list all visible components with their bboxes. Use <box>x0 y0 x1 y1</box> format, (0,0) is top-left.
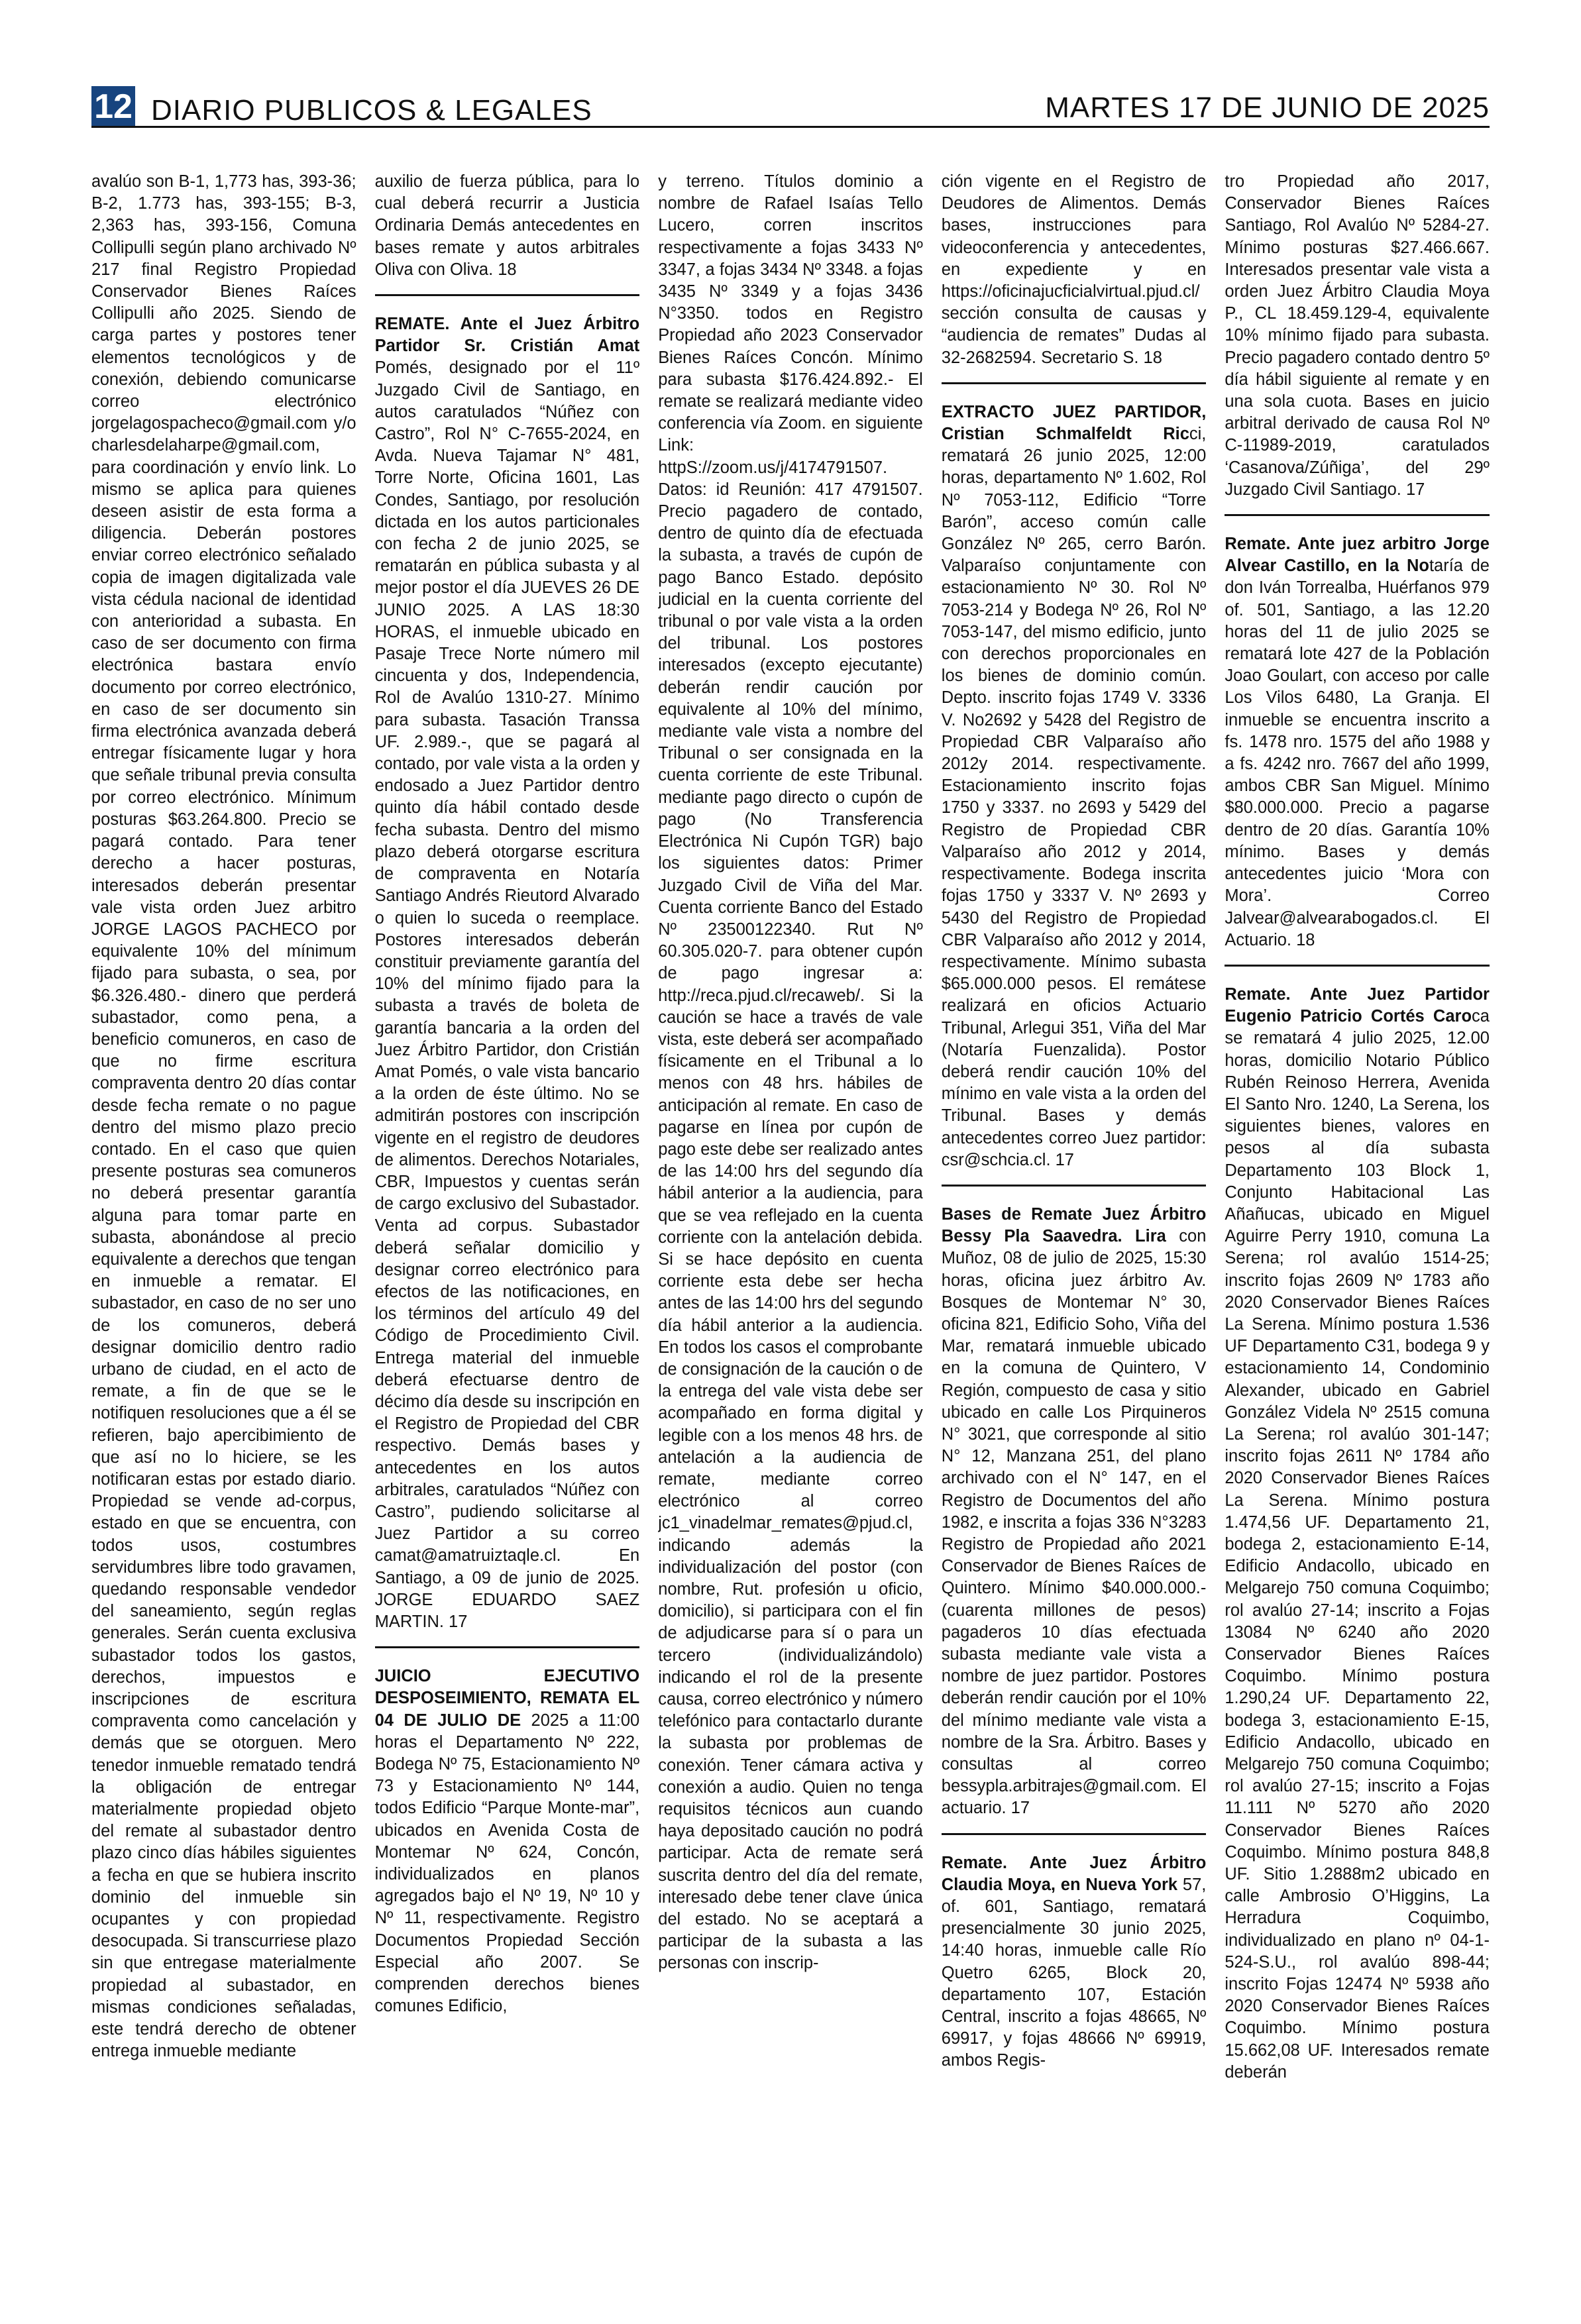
notice-text <box>375 313 640 1633</box>
legal-notice <box>91 171 356 2062</box>
legal-notice <box>942 171 1207 369</box>
notice-text <box>375 1665 640 2017</box>
column-5 <box>1225 171 1490 2291</box>
notice-heading: Remate. Ante juez arbitro Jorge Alvear Castillo, en la No <box>1225 535 1490 576</box>
notice-body: Pomés, designado por el 11º Juzgado Civil de Santiago, en autos caratulados “Núñez con Castro”, Rol N° C-7655-2024, en Avda. Nueva Tajamar N° 481, Torre Norte, Oficina 1601, Las Condes, Santiago, por resolución dictada en los autos particionales con fecha 2 de junio 2025, se rematarán en pública subasta y al mejor postor el día JUEVES 26 DE JUNIO 2025. A LAS 18:30 HORAS, el inmueble ubicado en Pasaje Trece Norte número mil cincuenta y dos, Independencia, Rol de Avalúo 1310-27. Mínimo para subasta. Tasación Transsa UF. 2.989.-, que se pagará al contado, por vale vista a la orden y endosado a Juez Partidor dentro quinto día hábil contado desde fecha subasta. Dentro del mismo plazo deberá otorgarse escritura de compraventa en Notaría Santiago Andrés Rieutord Alvarado o quien lo suceda o reemplace. Postores interesados deberán constituir previamente garantía del 10% del mínimo fijado para la subasta a través de boleta de garantía bancaria a la orden del Juez Árbitro Partidor, don Cristián Amat Pomés, o vale vista bancario a la orden de éste último. No se admitirán postores con inscripción vigente en el registro de deudores de alimentos. Derechos Notariales, CBR, Impuestos y cuentas serán de cargo exclusivo del Subastador. Venta ad corpus. Subastador deberá señalar domicilio y designar correo electrónico para efectos de las notificaciones, en los términos del artículo 49 del Código de Procedimiento Civil. Entrega material del inmueble deberá efectuarse dentro de décimo día desde su inscripción en el Registro de Propiedad del CBR respectivo. Demás bases y antecedentes en los autos arbitrales, caratulados “Núñez con Castro”, pudiendo solicitarse al Juez Partidor a su correo camat@amatruiztaqle.cl. En Santiago, a 09 de junio de 2025. JORGE EDUARDO SAEZ MARTIN. 17 <box>374 358 640 1631</box>
notice-body: ci, rematará 26 junio 2025, 12:00 horas, departamento Nº 1.602, Rol Nº 7053-112, Edificio “Torre Barón”, acceso común calle González Nº 265, cerro Barón. Valparaíso conjuntamente con estacionamiento Nº 30. Rol Nº 7053-214 y Bodega Nº 26, Rol Nº 7053-147, del mismo edificio, junto con derechos proporcionales en los bienes de dominio común. Depto. inscrito fojas 1749 V. 3336 V. No2692 y 5428 del Registro de Propiedad CBR Valparaíso año 2012y 2014. respectivamente. Estacionamiento inscrito fojas 1750 y 3337. no 2693 y 5429 del Registro de Propiedad CBR Valparaíso año 2012 y 2014, respectivamente. Bodega inscrita fojas 1750 y 3337 V. Nº 2693 y 5430 del Registro de Propiedad CBR Valparaíso año 2012 y 2014, respectivamente. Mínimo subasta $65.000.000 pesos. El remátese realizará en oficios Actuario Tribunal, Arlegui 351, Viña del Mar (Notaría Fuenzalida). Postor deberá rendir caución 10% del mínimo en vale vista a la orden del Tribunal. Bases y demás antecedentes correo Juez partidor: csr@schcia.cl. 17 <box>941 425 1207 1169</box>
notice-heading: REMATE. Ante el Juez Árbitro Partidor Sr. Cristián Amat <box>374 315 640 356</box>
legal-notice <box>375 1665 640 2017</box>
column-3 <box>658 171 923 2291</box>
legal-notice <box>942 401 1207 1171</box>
notice-text <box>375 171 640 281</box>
notice-heading: EXTRACTO JUEZ PARTIDOR, Cristian Schmalfeldt Ric <box>941 402 1207 444</box>
legal-notice <box>375 171 640 281</box>
legal-notice <box>1225 171 1490 501</box>
legal-notice <box>658 171 923 1975</box>
columns-container <box>91 171 1490 2291</box>
column-4 <box>942 171 1207 2291</box>
legal-notice <box>375 313 640 1633</box>
notice-body: auxilio de fuerza pública, para lo cual deberá recurrir a Justicia Ordinaria Demás antecedentes en bases remate y autos arbitrales Oliva con Oliva. 18 <box>374 172 640 279</box>
notice-body: ción vigente en el Registro de Deudores de Alimentos. Demás bases, instrucciones para videoconferencia y antecedentes, en expediente y en https://oficinajucficialvirtual.pjud.cl/ sección consulta de causas y “audiencia de remates” Dudas al 32-2682594. Secretario S. 18 <box>941 172 1207 367</box>
notice-text <box>91 171 356 2062</box>
publication-date: MARTES 17 DE JUNIO DE 2025 <box>1045 91 1490 124</box>
notice-body: 57, of. 601, Santiago, rematará presencialmente 30 junio 2025, 14:40 horas, inmueble calle Río Quetro 6265, Block 20, departamento 107, Estación Central, inscrito a fojas 48665, Nº 69917, y fojas 48666 Nº 69919, ambos Regis- <box>941 1875 1207 2070</box>
notice-body: con Muñoz, 08 de julio de 2025, 15:30 horas, oficina juez árbitro Av. Bosques de Montemar N° 30, oficina 821, Edificio Soho, Viña del Mar, rematará inmueble ubicado en la comuna de Quintero, V Región, compuesto de casa y sitio ubicado en calle Los Pirquineros N° 3021, que corresponde al sitio N° 12, Manzana 251, del plano archivado con el N° 147, en el Registro de Documentos del año 1982, e inscrita a fojas 336 N°3283 Registro de Propiedad año 2021 Conservador de Bienes Raíces de Quintero. Mínimo $40.000.000.- (cuarenta millones de pesos) pagaderos 10 días efectuada subasta mediante vale vista a nombre de juez partidor. Postores deberán rendir caución por el 10% del mínimo mediante vale vista a nombre de la Sra. Árbitro. Bases y consultas al correo bessypla.arbitrajes@gmail.com. El actuario. 17 <box>941 1227 1207 1818</box>
notice-text <box>942 401 1207 1171</box>
column-1 <box>91 171 356 2291</box>
legal-notice <box>1225 984 1490 2084</box>
notice-body: taría de don Iván Torrealba, Huérfanos 979 of. 501, Santiago, a las 12.20 horas del 11 de julio 2025 se rematará lote 427 de la Población Joao Goulart, con acceso por calle Los Vilos 6480, La Granja. El inmueble se encuentra inscrito a fs. 1478 nro. 1575 del año 1988 y a fs. 4242 nro. 7667 del año 1999, ambos CBR San Miguel. Mínimo $80.000.000. Precio a pagarse dentro de 20 días. Garantía 10% mínimo. Bases y demás antecedentes juicio ‘Mora con Mora’. Correo Jalvear@alvearabogados.cl. El Actuario. 18 <box>1225 556 1490 949</box>
notice-text <box>942 1852 1207 2072</box>
page-header <box>91 82 1490 129</box>
notice-separator <box>942 1833 1207 1835</box>
notice-separator <box>942 1185 1207 1187</box>
notice-heading: Bases de Remate Juez Árbitro Bessy Pla Saavedra. Lira <box>941 1204 1207 1246</box>
notice-body: ca se rematará 4 julio 2025, 12.00 horas, domicilio Notario Público Rubén Reinoso Herrera, Avenida El Santo Nro. 1240, La Serena, los siguientes bienes, valores en pesos al día subasta Departamento 103 Block 1, Conjunto Habitacional Las Añañucas, ubicado en Miguel Aguirre Perry 1910, comuna La Serena; rol avalúo 1514-25; inscrito fojas 2609 Nº 1783 año 2020 Conservador Bienes Raíces La Serena. Mínimo postura 1.536 UF Departamento C31, bodega 9 y estacionamiento 14, Condominio Alexander, ubicado en Gabriel González Videla Nº 2515 comuna La Serena; rol avalúo 301-147; inscrito fojas 2611 Nº 1784 año 2020 Conservador Bienes Raíces La Serena. Mínimo postura 1.474,56 UF. Departamento 21, bodega 2, estacionamiento E-14, Edificio Andacollo, ubicado en Melgarejo 750 comuna Coquimbo; rol avalúo 27-14; inscrito a Fojas 13084 Nº 6240 año 2020 Conservador Bienes Raíces Coquimbo. Mínimo postura 1.290,24 UF. Departamento 22, bodega 3, estacionamiento E-15, Edificio Andacollo, ubicado en Melgarejo 750 comuna Coquimbo; rol avalúo 27-15; inscrito a Fojas 11.111 Nº 5270 año 2020 Conservador Bienes Raíces Coquimbo. Mínimo postura 848,8 UF. Sitio 1.2888m2 ubicado en calle Ambrosio O’Higgins, La Herradura Coquimbo, individualizado en plano nº 04-1-524-S.U., rol avalúo 898-44; inscrito Fojas 12474 Nº 5938 año 2020 Conservador Bienes Raíces Coquimbo. Mínimo postura 15.662,08 UF. Interesados remate deberán <box>1225 1007 1490 2082</box>
notice-body: 2025 a 11:00 horas el Departamento Nº 222, Bodega Nº 75, Estacionamiento Nº 73 y Estacionamiento Nº 144, todos Edificio “Parque Monte-mar”, ubicados en Avenida Costa de Montemar Nº 624, Concón, individualizados en planos agregados bajo el Nº 19, Nº 10 y Nº 11, respectivamente. Registro Documentos Propiedad Sección Especial año 2007. Se comprenden derechos bienes comunes Edificio, <box>374 1711 640 2016</box>
notice-text <box>1225 171 1490 501</box>
notice-text <box>1225 984 1490 2084</box>
notice-separator <box>1225 514 1490 516</box>
notice-separator <box>375 1646 640 1648</box>
publication-title: DIARIO PUBLICOS & LEGALES <box>151 94 592 127</box>
notice-heading: JUICIO EJECUTIVO DESPOSEIMIENTO, REMATA EL 04 DE JULIO DE <box>374 1667 640 1730</box>
notice-separator <box>942 382 1207 384</box>
notice-heading: Remate. Ante Juez Partidor Eugenio Patricio Cortés Caro <box>1225 984 1490 1026</box>
notice-text <box>658 171 923 1975</box>
notice-separator <box>375 294 640 296</box>
notice-text <box>942 1204 1207 1820</box>
header-rule <box>91 126 1490 128</box>
notice-body: y terreno. Títulos dominio a nombre de Rafael Isaías Tello Lucero, corren inscritos respectivamente a fojas 3433 Nº 3347, a fojas 3434 Nº 3348. a fojas 3435 Nº 3349 y a fojas 3436 N°3350. todos en Registro Propiedad año 2023 Conservador Bienes Raíces Concón. Mínimo para subasta $176.424.892.- El remate se realizará mediante video conferencia vía Zoom. en siguiente Link: httpS://zoom.us/j/4174791507. Datos: id Reunión: 417 4791507. Precio pagadero de contado, dentro de quinto día de efectuada la subasta, a través de cupón de pago Banco Estado. depósito judicial en la cuenta corriente del tribunal o por vale vista a la orden del tribunal. Los postores interesados (excepto ejecutante) deberán rendir caución por equivalente al 10% del mínimo, mediante vale vista a nombre del Tribunal o ser consignada en la cuenta corriente de este Tribunal. mediante pago directo o cupón de pago (No Transferencia Electrónica Ni Cupón TGR) bajo los siguientes datos: Primer Juzgado Civil de Viña del Mar. Cuenta corriente Banco del Estado Nº 23500122340. Rut Nº 60.305.020-7. para obtener cupón de pago ingresar a: http://reca.pjud.cl/recaweb/. Si la caución se hace a través de vale vista, este deberá ser acompañado físicamente en el Tribunal a lo menos con 48 hrs. hábiles de anticipación al remate. En caso de pagarse en línea por cupón de pago este debe ser realizado antes de las 14:00 hrs del segundo día hábil anterior a la audiencia, para que se vea reflejado en la cuenta corriente con la antelación debida. Si se hace depósito en cuenta corriente esta debe ser hecha antes de las 14:00 hrs del segundo día hábil anterior a la audiencia. En todos los casos el comprobante de consignación de la caución o de la entrega del vale vista debe ser acompañado en forma digital y legible con a los menos 48 hrs. de antelación a la audiencia de remate, mediante correo electrónico al correo jc1_vinadelmar_remates@pjud.cl, indicando además la individualización del postor (con nombre, Rut. profesión u oficio, domicilio), si participara con el fin de adjudicarse para sí o para un tercero (individualizándolo) indicando el rol de la presente causa, correo electrónico y número telefónico para contactarlo durante la subasta por problemas de conexión. Tener cámara activa y conexión a audio. Quien no tenga requisitos técnicos aun cuando haya depositado caución no podrá participar. Acta de remate será suscrita dentro del día del remate, interesado debe tener clave única del estado. No se aceptará a participar de la subasta a las personas con inscrip- <box>658 172 923 1973</box>
page-number: 12 <box>91 86 135 127</box>
legal-notice <box>942 1204 1207 1820</box>
notice-text <box>1225 533 1490 951</box>
column-2 <box>375 171 640 2291</box>
legal-notice <box>942 1852 1207 2072</box>
notice-heading: Remate. Ante Juez Árbitro Claudia Moya, en Nueva York <box>941 1853 1207 1894</box>
legal-notice <box>1225 533 1490 951</box>
notice-body: tro Propiedad año 2017, Conservador Bienes Raíces Santiago, Rol Avalúo Nº 5284-27. Mínimo posturas $27.466.667. Interesados presentar vale vista a orden Juez Árbitro Claudia Moya P., CL 18.459.129-4, equivalente 10% mínimo fijado para subasta. Precio pagadero contado dentro 5º día hábil siguiente al remate y en una sola cuota. Bases en juicio arbitral derivado de causa Rol Nº C-11989-2019, caratulados ‘Casanova/Zúñiga’, del 29º Juzgado Civil Santiago. 17 <box>1225 172 1490 499</box>
notice-separator <box>1225 965 1490 967</box>
notice-body: avalúo son B-1, 1,773 has, 393-36; B-2, 1.773 has, 393-155; B-3, 2,363 has, 393-156, Comuna Collipulli según plano archivado Nº 217 final Registro Propiedad Conservador Bienes Raíces Collipulli año 2025. Siendo de carga partes y postores tener elementos tecnológicos y de conexión, debiendo comunicarse correo electrónico jorgelagospacheco@gmail.com y/o charlesdelaharpe@gmail.com, para coordinación y envío link. Lo mismo se aplica para quienes deseen asistir de esta forma a diligencia. Deberán postores enviar correo electrónico señalado copia de imagen digitalizada vale vista cédula nacional de identidad con anterioridad a subasta. En caso de ser documento con firma electrónica bastara envío documento por correo electrónico, en caso de ser documento sin firma electrónica avanzada deberá entregar físicamente lugar y hora que señale tribunal previa consulta por correo electrónico. Mínimum posturas $63.264.800. Precio se pagará contado. Para tener derecho a hacer posturas, interesados deberán presentar vale vista orden Juez arbitro JORGE LAGOS PACHECO por equivalente 10% del mínimum fijado para subasta, o sea, por $6.326.480.- dinero que perderá subastador, como pena, a beneficio comuneros, en caso de que no firme escritura compraventa dentro 20 días contar desde fecha remate o no pague dentro del mismo plazo precio contado. En el caso que quien presente posturas sea comuneros no deberá presentar garantía alguna para tomar parte en subasta, abonándose al precio equivalente a derechos que tengan en inmueble a rematar. El subastador, en caso de no ser uno de los comuneros, deberá designar domicilio dentro radio urbano de ciudad, en el acto de remate, a fin de que se le notifiquen resoluciones que a él se refieren, bajo apercibimiento de que así no lo hiciere, se les notificaran estas por estado diario. Propiedad se vende ad-corpus, estado en que se encuentra, con todos usos, costumbres servidumbres libre todo gravamen, quedando responsable vendedor del saneamiento, según reglas generales. Serán cuenta exclusiva subastador todos los gastos, derechos, impuestos e inscripciones de escritura compraventa como cancelación y demás que se otorguen. Mero tenedor inmueble rematado tendrá la obligación de entregar materialmente propiedad objeto del remate al subastador dentro plazo cinco días hábiles siguientes a fecha en que se hubiera inscrito dominio del inmueble sin ocupantes y con propiedad desocupada. Si transcurriese plazo sin que entregase materialmente propiedad al subastador, en mismas condiciones señaladas, este tendrá derecho de obtener entrega inmueble mediante <box>91 172 356 2061</box>
notice-text <box>942 171 1207 369</box>
